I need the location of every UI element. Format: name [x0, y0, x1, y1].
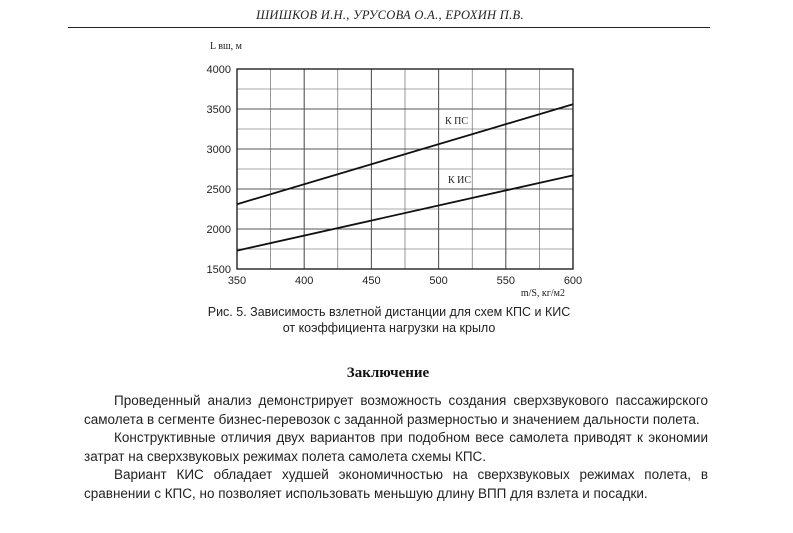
y-tick-label: 3000 [206, 144, 231, 156]
y-tick-label: 3500 [206, 104, 231, 116]
figure-caption [100, 304, 678, 336]
y-tick-label: 2500 [206, 184, 231, 196]
running-header: ШИШКОВ И.Н., УРУСОВА О.А., ЕРОХИН П.В. [256, 8, 524, 22]
caption-line-2: от коэффициента нагрузки на крыло [282, 321, 496, 335]
paragraph-1: Проведенный анализ демонстрирует возможность создания сверхзвукового пассажирского самолета в сегменте бизнес-перевозок с заданной размерностью и значением дальности полета. [84, 393, 708, 427]
x-tick-label: 450 [362, 275, 381, 287]
paragraph-3: Вариант КИС обладает худшей экономичностью на сверхзвуковых режимах полета, в сравнении с КПС, но позволяет использовать меньшую длину ВПП для взлета и посадки. [84, 467, 708, 501]
section-title: Заключение [346, 365, 430, 381]
x-tick-label: 600 [563, 275, 583, 287]
y-tick-label: 4000 [206, 64, 231, 76]
y-axis-label: L вш, м [210, 41, 242, 52]
paragraph-2: Конструктивные отличия двух вариантов при подобном весе самолета приводят к экономии затрат на сверхзвуковых режимах полета самолета схемы КПС. [84, 430, 708, 464]
series-label-2: К ИС [448, 175, 472, 186]
y-tick-label: 1500 [206, 264, 231, 276]
caption-line-1: Рис. 5. Зависимость взлетной дистанции для схем КПС и КИС [207, 305, 571, 319]
series-label-1: К ПС [445, 116, 469, 127]
y-tick-label: 2000 [206, 224, 231, 236]
x-tick-label: 400 [295, 275, 314, 287]
section-body [84, 392, 708, 504]
x-axis-label: m/S, кг/м2 [520, 288, 565, 299]
x-tick-label: 500 [429, 275, 448, 287]
x-tick-label: 550 [496, 275, 515, 287]
x-tick-label: 350 [227, 275, 247, 287]
